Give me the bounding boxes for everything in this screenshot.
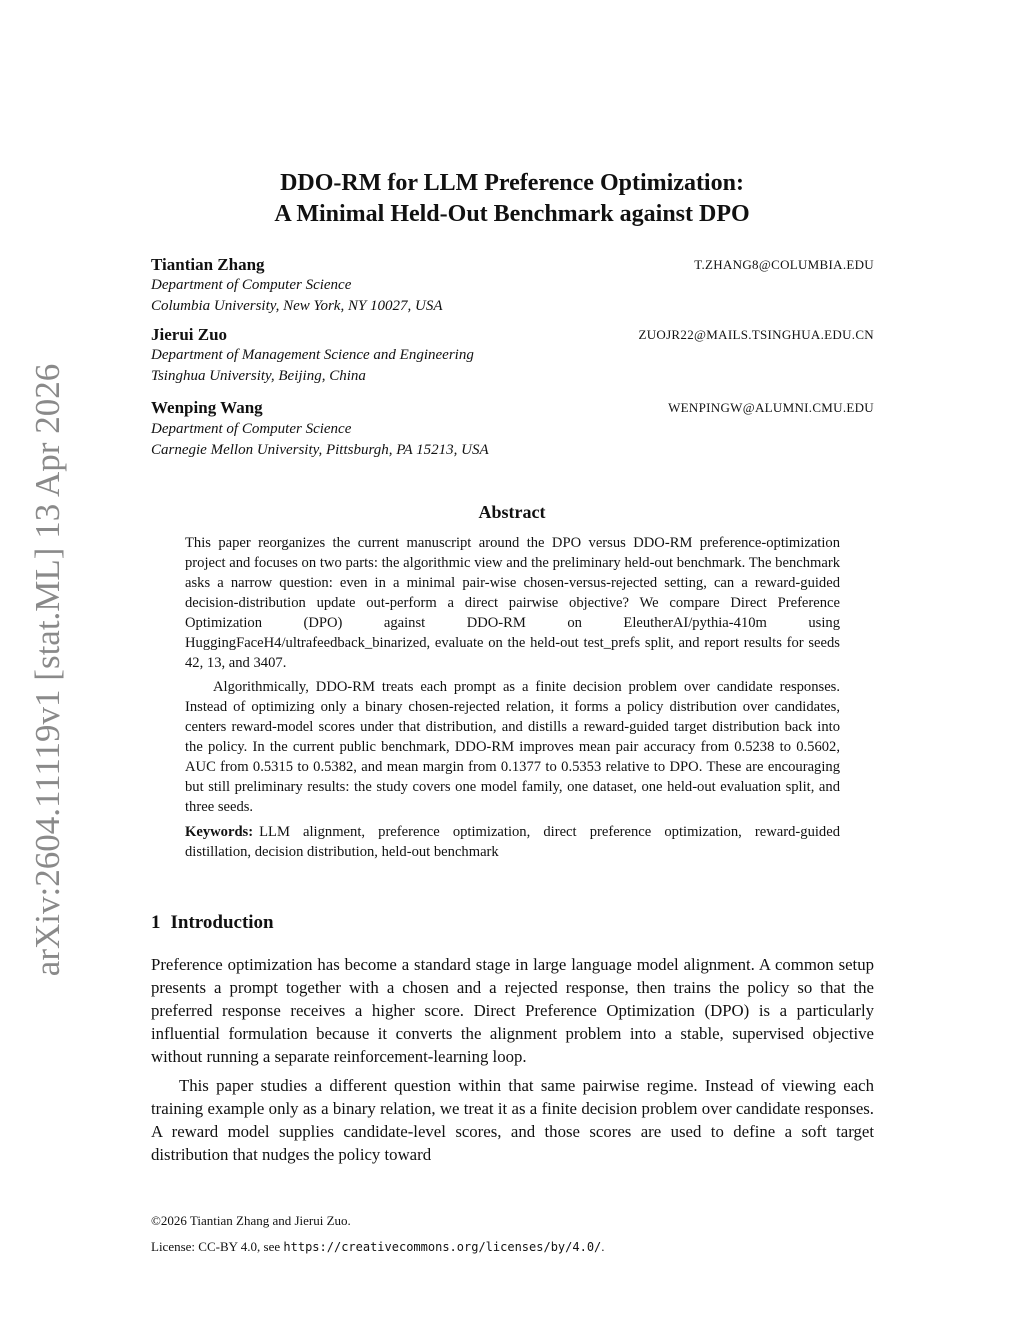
author-name: Wenping Wang [151, 398, 263, 417]
license-suffix: . [601, 1239, 605, 1254]
author-email: ZUOJR22@MAILS.TSINGHUA.EDU.CN [638, 327, 874, 342]
license-link[interactable]: https://creativecommons.org/licenses/by/4.0/ [283, 1240, 602, 1254]
keywords-line [185, 822, 840, 862]
section-body [151, 953, 874, 1166]
title-line-2: A Minimal Held-Out Benchmark against DPO [274, 201, 750, 227]
abstract-paragraph: Algorithmically, DDO-RM treats each prompt as a finite decision problem over candidate responses. Instead of optimizing only a binary chosen-rejected relation, it forms a policy distribution over candidates, centers reward-model scores under that distribution, and distills a reward-guided target distribution back into the policy. In the current public benchmark, DDO-RM improves mean pair accuracy from 0.5238 to 0.5602, AUC from 0.5315 to 0.5382, and mean margin from 0.1377 to 0.5353 relative to DPO. These are encouraging but still preliminary results: the study covers one model family, one dataset, one held-out evaluation split, and three seeds. [185, 679, 840, 815]
paper-title [150, 168, 874, 230]
author-department: Department of Management Science and Engineering [151, 347, 474, 363]
body-paragraph: Preference optimization has become a standard stage in large language model alignment. A common setup presents a prompt together with a chosen and a rejected response, then trains the policy so that the preferred response receives a higher score. Direct Preference Optimization (DPO) is a particularly influential formulation because it converts the alignment problem into a stable, supervised objective without running a separate reinforcement-learning loop. [151, 955, 874, 1066]
section-number: 1 [151, 912, 161, 933]
author-block [151, 325, 874, 387]
section-heading [151, 912, 274, 934]
author-email: WENPINGW@ALUMNI.CMU.EDU [668, 400, 874, 415]
author-block [151, 398, 874, 461]
abstract-paragraph: This paper reorganizes the current manuscript around the DPO versus DDO-RM preference-optimization project and focuses on two parts: the algorithmic view and the preliminary held-out benchmark. The benchmark asks a narrow question: even in a minimal pair-wise chosen-versus-rejected setting, can a reward-guided decision-distribution update out-perform a direct pairwise objective? We compare Direct Preference Optimization (DPO) against DDO-RM on EleutherAI/pythia-410m using HuggingFaceH4/ultrafeedback_binarized, evaluate on the held-out test_prefs split, and report results for seeds 42, 13, and 3407. [185, 535, 840, 671]
author-name: Tiantian Zhang [151, 255, 265, 274]
keywords-label: Keywords: [185, 824, 254, 840]
body-paragraph: This paper studies a different question within that same pairwise regime. Instead of viewing each training example only as a binary relation, we treat it as a finite decision problem over candidate responses. A reward model supplies candidate-level scores, and those scores are used to define a soft target distribution that nudges the policy toward [151, 1076, 874, 1164]
abstract-heading: Abstract [478, 502, 546, 522]
license-footnote [151, 1238, 874, 1256]
license-prefix: License: CC-BY 4.0, see [151, 1239, 281, 1254]
author-department: Department of Computer Science [151, 277, 352, 293]
author-department: Department of Computer Science [151, 421, 352, 437]
author-institution: Carnegie Mellon University, Pittsburgh, PA 15213, USA [151, 442, 489, 458]
section-title: Introduction [170, 912, 274, 933]
copyright-footnote: ©2026 Tiantian Zhang and Jierui Zuo. [151, 1213, 351, 1228]
author-institution: Tsinghua University, Beijing, China [151, 368, 366, 384]
abstract-body [185, 533, 840, 862]
keywords-text: LLM alignment, preference optimization, direct preference optimization, reward-guided distillation, decision distribution, held-out benchmark [185, 824, 840, 860]
author-email: T.ZHANG8@COLUMBIA.EDU [694, 257, 874, 272]
title-line-1: DDO-RM for LLM Preference Optimization: [280, 170, 744, 196]
author-name: Jierui Zuo [151, 325, 228, 344]
author-block [151, 255, 874, 317]
author-institution: Columbia University, New York, NY 10027, USA [151, 298, 443, 314]
arxiv-identifier-stamp: arXiv:2604.11119v1 [stat.ML] 13 Apr 2026 [28, 363, 67, 977]
